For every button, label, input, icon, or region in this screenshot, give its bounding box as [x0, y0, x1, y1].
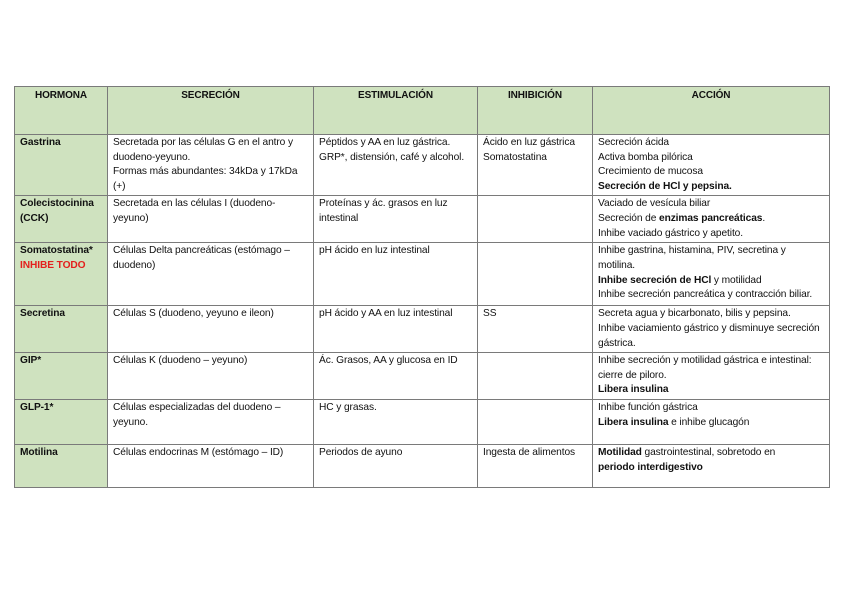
- hormone-table: [14, 86, 830, 488]
- inhibicion-cell: [478, 444, 593, 487]
- accion-text: Libera insulina: [598, 384, 669, 396]
- accion-text-post: y motilidad: [711, 274, 762, 286]
- accion-text: [598, 274, 824, 289]
- secrecion-text: Células K (duodeno – yeyuno): [113, 355, 248, 367]
- accion-cell: [593, 306, 830, 353]
- secrecion-text: Células endocrinas M (estómago – ID): [113, 446, 284, 458]
- hormone-name: Motilina: [15, 444, 108, 487]
- table-row: [15, 196, 830, 243]
- estimulacion-text: Periodos de ayuno: [319, 446, 403, 458]
- table-row: [15, 306, 830, 353]
- header-accion: ACCIÓN: [593, 87, 830, 135]
- estimulacion-text: pH ácido y AA en luz intestinal: [319, 308, 453, 320]
- accion-text-pre: Secreción de: [598, 212, 659, 224]
- accion-text-post: e inhibe glucagón: [668, 416, 750, 428]
- inhibicion-cell: [478, 135, 593, 196]
- accion-text: Vaciado de vesícula biliar: [598, 198, 711, 210]
- accion-cell: [593, 196, 830, 243]
- accion-text: Inhibe función gástrica: [598, 401, 698, 413]
- inhibicion-text: Somatostatina: [483, 151, 547, 163]
- header-estimulacion: ESTIMULACIÓN: [314, 87, 478, 135]
- secrecion-cell: [108, 353, 314, 400]
- accion-text: Activa bomba pilórica: [598, 151, 693, 163]
- secrecion-text: Células especializadas del duodeno – yeyuno.: [113, 401, 281, 428]
- inhibe-todo-note: INHIBE TODO: [20, 259, 86, 271]
- inhibicion-cell: [478, 353, 593, 400]
- estimulacion-text: Proteínas y ác. grasos en luz intestinal: [319, 198, 448, 224]
- table-header-row: [15, 87, 830, 135]
- accion-text-bold: Libera insulina: [598, 416, 669, 428]
- accion-cell: [593, 243, 830, 306]
- secrecion-text: Células Delta pancreáticas (estómago – duodeno): [113, 245, 290, 271]
- hormone-name: Somatostatina*: [20, 245, 93, 257]
- inhibicion-text: Ácido en luz gástrica: [483, 137, 575, 148]
- estimulacion-text: pH ácido en luz intestinal: [319, 245, 430, 257]
- estimulacion-cell: [314, 444, 478, 487]
- secrecion-cell: [108, 306, 314, 353]
- accion-cell: [593, 399, 830, 444]
- accion-text: [598, 446, 824, 461]
- accion-text-bold: Motilidad: [598, 446, 642, 458]
- table-row: [15, 243, 830, 306]
- hormone-name: GLP-1*: [15, 399, 108, 444]
- secrecion-text: Células S (duodeno, yeyuno e ileon): [113, 308, 274, 320]
- estimulacion-text: Péptidos y AA en luz gástrica.: [319, 137, 451, 148]
- secrecion-text: Secretada en las células I (duodeno-yeyuno): [113, 198, 276, 224]
- accion-text-bold: Inhibe secreción de HCl: [598, 274, 712, 286]
- header-secrecion: SECRECIÓN: [108, 87, 314, 135]
- accion-text: Inhibe vaciado gástrico y apetito.: [598, 227, 743, 239]
- accion-text-post: .: [762, 212, 766, 224]
- secrecion-cell: [108, 243, 314, 306]
- estimulacion-cell: [314, 306, 478, 353]
- inhibicion-cell: [478, 243, 593, 306]
- estimulacion-cell: [314, 399, 478, 444]
- inhibicion-cell: [478, 306, 593, 353]
- hormone-name: Gastrina: [15, 135, 108, 196]
- accion-text: periodo interdigestivo: [598, 461, 703, 473]
- inhibicion-text: Ingesta de alimentos: [483, 446, 576, 458]
- table-row: [15, 399, 830, 444]
- secrecion-text: Formas más abundantes: 34kDa y 17kDa (+): [113, 166, 298, 192]
- header-inhibicion: INHIBICIÓN: [478, 87, 593, 135]
- accion-cell: [593, 444, 830, 487]
- header-hormona: HORMONA: [15, 87, 108, 135]
- secrecion-cell: [108, 444, 314, 487]
- accion-text: Secreción de HCl y pepsina.: [598, 180, 732, 192]
- estimulacion-text: Ác. Grasos, AA y glucosa en ID: [319, 355, 458, 367]
- accion-text: [598, 212, 824, 227]
- accion-text: Inhibe secreción y motilidad gástrica e intestinal: cierre de piloro.: [598, 355, 812, 381]
- secrecion-cell: [108, 196, 314, 243]
- secrecion-cell: [108, 135, 314, 196]
- hormone-name: Colecistocinina (CCK): [15, 196, 108, 243]
- secrecion-text: Secretada por las células G en el antro y duodeno-yeyuno.: [113, 137, 293, 163]
- table-row: [15, 135, 830, 196]
- hormone-name-cell: [15, 243, 108, 306]
- table-row: [15, 353, 830, 400]
- accion-cell: [593, 135, 830, 196]
- estimulacion-cell: [314, 196, 478, 243]
- accion-cell: [593, 353, 830, 400]
- inhibicion-cell: [478, 399, 593, 444]
- estimulacion-text: HC y grasas.: [319, 401, 377, 413]
- hormone-name: GIP*: [15, 353, 108, 400]
- accion-text-post: gastrointestinal, sobretodo en: [641, 446, 776, 458]
- inhibicion-cell: [478, 196, 593, 243]
- accion-text: Secreción ácida: [598, 137, 669, 148]
- accion-text: Inhibe gastrina, histamina, PIV, secretina y motilina.: [598, 245, 786, 271]
- table-row: [15, 444, 830, 487]
- hormone-name: Secretina: [15, 306, 108, 353]
- estimulacion-cell: [314, 243, 478, 306]
- accion-text: Inhibe secreción pancreática y contracción biliar.: [598, 289, 813, 301]
- inhibicion-text: SS: [483, 308, 497, 320]
- accion-text-bold: enzimas pancreáticas: [659, 212, 763, 224]
- secrecion-cell: [108, 399, 314, 444]
- estimulacion-cell: [314, 135, 478, 196]
- accion-text: Inhibe vaciamiento gástrico y disminuye secreción gástrica.: [598, 322, 820, 349]
- estimulacion-cell: [314, 353, 478, 400]
- accion-text: Secreta agua y bicarbonato, bilis y pepsina.: [598, 308, 791, 320]
- estimulacion-text: GRP*, distensión, café y alcohol.: [319, 151, 465, 163]
- accion-text: Crecimiento de mucosa: [598, 166, 703, 178]
- accion-text: [598, 416, 824, 431]
